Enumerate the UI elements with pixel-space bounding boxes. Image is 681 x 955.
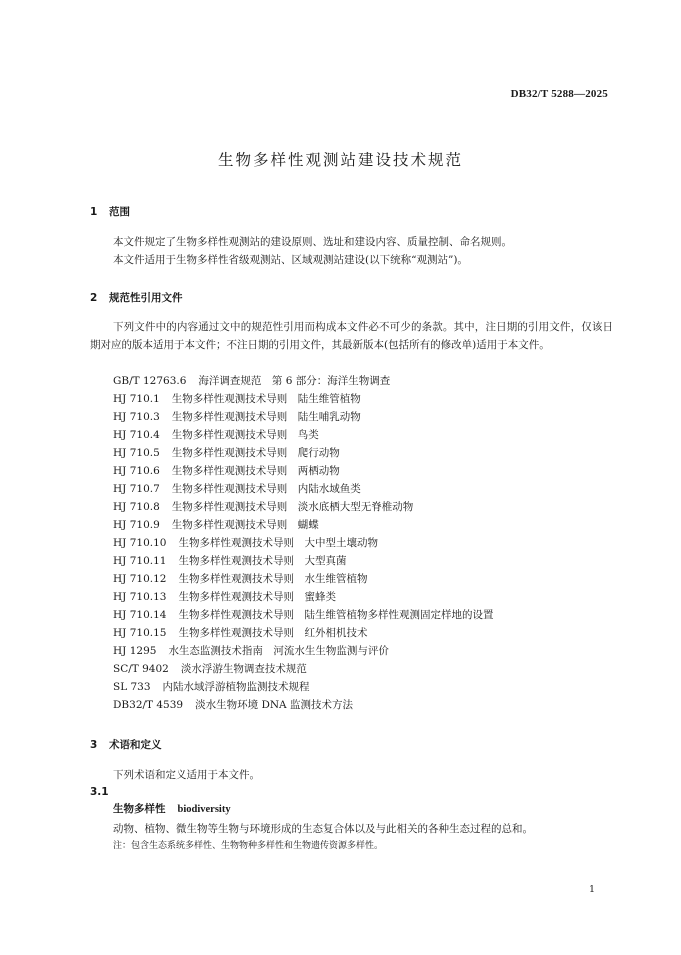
- reference-title: 生物多样性观测技术导则 红外相机技术: [178, 627, 368, 639]
- reference-code: HJ 710.3: [113, 411, 160, 423]
- reference-item: [113, 444, 493, 462]
- section-title: 范围: [109, 206, 130, 218]
- reference-code: SC/T 9402: [113, 663, 169, 675]
- reference-code: HJ 710.9: [113, 519, 160, 531]
- doc-title: 生物多样性观测站建设技术规范: [217, 151, 463, 169]
- reference-title: 生物多样性观测技术导则 鸟类: [171, 429, 319, 441]
- reference-title: 生物多样性观测技术导则 陆生维管植物多样性观测固定样地的设置: [178, 609, 494, 621]
- reference-item: [113, 606, 493, 624]
- reference-item: [113, 570, 493, 588]
- reference-item: [113, 516, 493, 534]
- reference-item: [113, 498, 493, 516]
- section-1-heading: [90, 204, 130, 219]
- reference-item: [113, 642, 493, 660]
- reference-title: 生物多样性观测技术导则 蝴蝶: [171, 519, 319, 531]
- section-1-paragraph: 本文件适用于生物多样性省级观测站、区域观测站建设(以下统称“观测站”)。: [113, 254, 468, 266]
- reference-code: HJ 710.10: [113, 537, 167, 549]
- reference-title: 淡水浮游生物调查技术规范: [180, 663, 307, 675]
- term-number: 3.1: [90, 786, 109, 798]
- reference-title: 淡水生物环境 DNA 监测技术方法: [195, 699, 353, 711]
- reference-item: [113, 426, 493, 444]
- reference-code: HJ 710.11: [113, 555, 167, 567]
- reference-code: GB/T 12763.6: [113, 375, 187, 387]
- reference-item: [113, 480, 493, 498]
- section-3-heading: [90, 737, 162, 752]
- reference-code: HJ 710.1: [113, 393, 160, 405]
- reference-item: [113, 660, 493, 678]
- reference-code: HJ 710.13: [113, 591, 167, 603]
- section-number: 2: [90, 292, 98, 304]
- term-definition: 动物、植物、微生物等生物与环境形成的生态复合体以及与此相关的各种生态过程的总和。: [113, 823, 533, 835]
- reference-code: SL 733: [113, 681, 151, 693]
- section-1-paragraph: 本文件规定了生物多样性观测站的建设原则、选址和建设内容、质量控制、命名规则。: [113, 236, 512, 248]
- reference-item: [113, 678, 493, 696]
- reference-code: HJ 710.15: [113, 627, 167, 639]
- reference-title: 生物多样性观测技术导则 爬行动物: [171, 447, 340, 459]
- term-heading: [113, 801, 231, 816]
- reference-code: HJ 710.7: [113, 483, 160, 495]
- section-3-intro: 下列术语和定义适用于本文件。: [113, 769, 260, 781]
- reference-title: 海洋调查规范 第 6 部分：海洋生物调查: [198, 375, 391, 387]
- reference-title: 生物多样性观测技术导则 大中型土壤动物: [178, 537, 378, 549]
- section-number: 3: [90, 739, 98, 751]
- reference-code: HJ 710.8: [113, 501, 160, 513]
- page-number: 1: [588, 884, 595, 895]
- reference-code: DB32/T 4539: [113, 699, 184, 711]
- reference-code: HJ 710.4: [113, 429, 160, 441]
- reference-title: 生物多样性观测技术导则 大型真菌: [178, 555, 347, 567]
- reference-item: [113, 696, 493, 714]
- reference-item: [113, 588, 493, 606]
- reference-item: [113, 390, 493, 408]
- reference-title: 生物多样性观测技术导则 陆生哺乳动物: [171, 411, 361, 423]
- reference-item: [113, 534, 493, 552]
- reference-title: 生物多样性观测技术导则 水生维管植物: [178, 573, 368, 585]
- section-title: 术语和定义: [109, 739, 162, 751]
- section-title: 规范性引用文件: [109, 292, 183, 304]
- section-number: 1: [90, 206, 98, 218]
- term-note: 注：包含生态系统多样性、生物物种多样性和生物遗传资源多样性。: [113, 841, 384, 851]
- reference-title: 生物多样性观测技术导则 两栖动物: [171, 465, 340, 477]
- reference-item: [113, 462, 493, 480]
- term-english: biodiversity: [177, 804, 231, 815]
- reference-item: [113, 552, 493, 570]
- reference-item: [113, 372, 493, 390]
- reference-title: 水生态监测技术指南 河流水生生物监测与评价: [168, 645, 389, 657]
- reference-title: 生物多样性观测技术导则 蜜蜂类: [178, 591, 336, 603]
- reference-code: HJ 710.5: [113, 447, 160, 459]
- reference-code: HJ 710.12: [113, 573, 167, 585]
- reference-code: HJ 710.14: [113, 609, 167, 621]
- reference-title: 生物多样性观测技术导则 内陆水域鱼类: [171, 483, 361, 495]
- section-2-heading: [90, 290, 183, 305]
- reference-item: [113, 624, 493, 642]
- reference-title: 生物多样性观测技术导则 陆生维管植物: [171, 393, 361, 405]
- reference-title: 生物多样性观测技术导则 淡水底栖大型无脊椎动物: [171, 501, 414, 513]
- reference-title: 内陆水域浮游植物监测技术规程: [162, 681, 310, 693]
- reference-item: [113, 408, 493, 426]
- reference-code: HJ 710.6: [113, 465, 160, 477]
- doc-code: DB32/T 5288—2025: [510, 88, 608, 100]
- reference-list: [113, 372, 493, 714]
- reference-code: HJ 1295: [113, 645, 157, 657]
- section-2-intro: 下列文件中的内容通过文中的规范性引用而构成本文件必不可少的条款。其中，注日期的引用文件，仅该日期对应的版本适用于本文件；不注日期的引用文件，其最新版本(包括所有的修改单)适用于本文件。: [90, 321, 613, 351]
- term-chinese: 生物多样性: [113, 803, 166, 815]
